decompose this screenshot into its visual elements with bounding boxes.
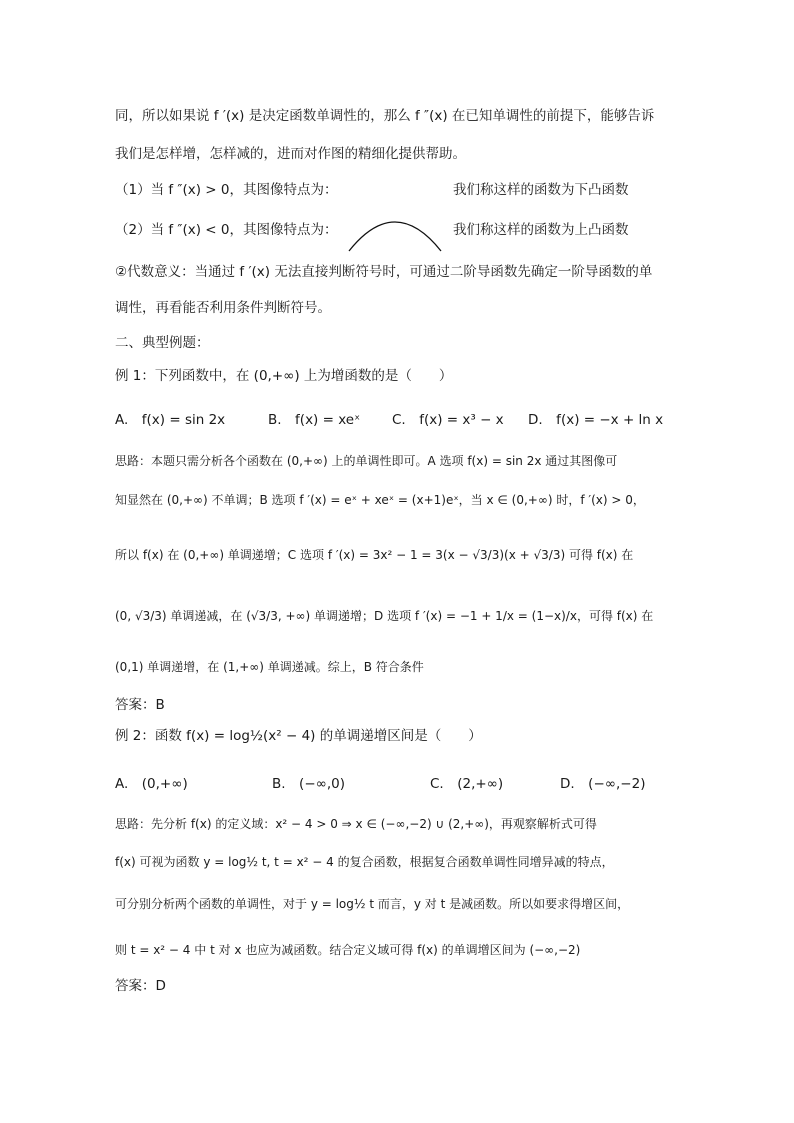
algebra-line-1: ②代数意义：当通过 f ′(x) 无法直接判断符号时，可通过二阶导函数先确定一阶导函数的单 (115, 264, 653, 280)
example2-thinking-1: 思路：先分析 f(x) 的定义域：x² − 4 > 0 ⇒ x ∈ (−∞,−2) ∪ (2,+∞)，再观察解析式可得 (115, 817, 597, 831)
example2-question: 例 2：函数 f(x) = log½(x² − 4) 的单调递增区间是（ ） (115, 728, 482, 744)
concave-down-curve-icon (345, 207, 445, 255)
example1-thinking-4: (0, √3/3) 单调递减，在 (√3/3, +∞) 单调递增；D 选项 f ′(x) = −1 + 1/x = (1−x)/x，可得 f(x) 在 (115, 609, 654, 623)
example1-thinking-2: 知显然在 (0,+∞) 不单调；B 选项 f ′(x) = eˣ + xeˣ = (x+1)eˣ，当 x ∈ (0,+∞) 时，f ′(x) > 0， (115, 493, 645, 507)
algebra-line-2: 调性，再看能否利用条件判断符号。 (115, 300, 331, 316)
example2-thinking-4: 则 t = x² − 4 中 t 对 x 也应为减函数。结合定义域可得 f(x) 的单调增区间为 (−∞,−2) (115, 943, 581, 957)
example2-thinking-3: 可分别分析两个函数的单调性，对于 y = log½ t 而言，y 对 t 是减函数。所以如要求得增区间， (115, 897, 630, 911)
example1-thinking-3: 所以 f(x) 在 (0,+∞) 单调递增；C 选项 f ′(x) = 3x² − 1 = 3(x − √3/3)(x + √3/3) 可得 f(x) 在 (115, 548, 634, 562)
example2-answer: 答案：D (115, 978, 166, 994)
case-1-right: 我们称这样的函数为下凸函数 (453, 182, 629, 198)
case-1-left: （1）当 f ″(x) > 0，其图像特点为： (115, 182, 338, 198)
section-title: 二、典型例题： (115, 335, 210, 351)
example2-option-b: B. (−∞,0) (272, 776, 346, 792)
example1-question: 例 1：下列函数中，在 (0,+∞) 上为增函数的是（ ） (115, 368, 453, 384)
example1-answer: 答案：B (115, 697, 165, 713)
example1-thinking-1: 思路：本题只需分析各个函数在 (0,+∞) 上的单调性即可。A 选项 f(x) = sin 2x 通过其图像可 (115, 454, 618, 468)
example2-option-d: D. (−∞,−2) (560, 776, 646, 792)
paragraph-line-2: 我们是怎样增，怎样减的，进而对作图的精细化提供帮助。 (115, 146, 466, 162)
example2-option-c: C. (2,+∞) (430, 776, 504, 792)
example2-option-a: A. (0,+∞) (115, 776, 188, 792)
example1-option-c: C. f(x) = x³ − x (392, 412, 504, 428)
example2-thinking-2: f(x) 可视为函数 y = log½ t, t = x² − 4 的复合函数，根据复合函数单调性同增异减的特点， (115, 855, 614, 869)
example1-option-d: D. f(x) = −x + ln x (528, 412, 664, 428)
example1-thinking-5: (0,1) 单调递增，在 (1,+∞) 单调递减。综上，B 符合条件 (115, 660, 424, 674)
example1-option-a: A. f(x) = sin 2x (115, 412, 226, 428)
example1-option-b: B. f(x) = xeˣ (268, 412, 361, 428)
case-2-left: （2）当 f ″(x) < 0，其图像特点为： (115, 222, 338, 238)
case-2-right: 我们称这样的函数为上凸函数 (453, 222, 629, 238)
paragraph-line-1: 同，所以如果说 f ′(x) 是决定函数单调性的，那么 f ″(x) 在已知单调性的前提下，能够告诉 (115, 108, 655, 124)
